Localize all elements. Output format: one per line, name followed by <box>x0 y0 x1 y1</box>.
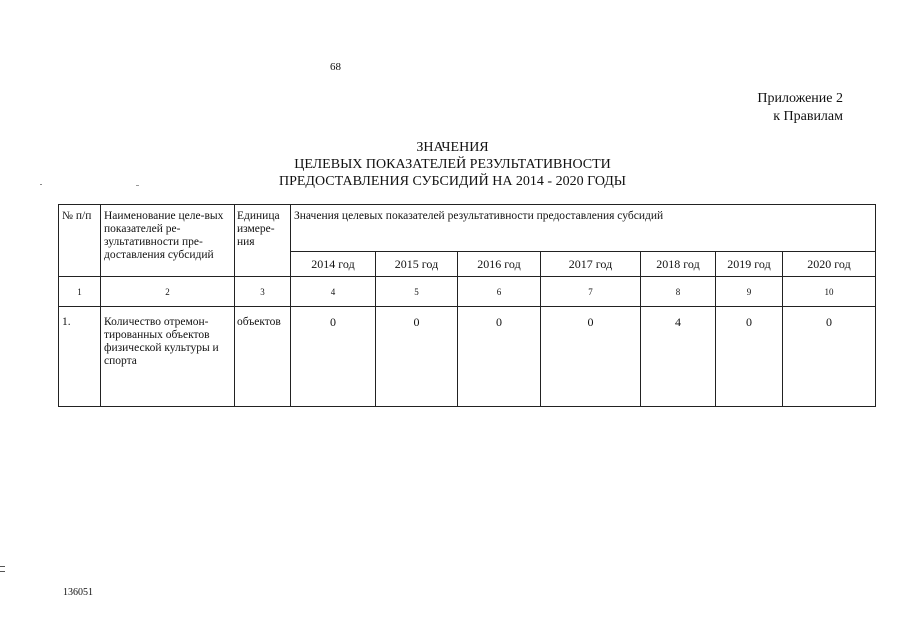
column-number-7: 7 <box>588 287 593 297</box>
document-code: 136051 <box>63 587 93 598</box>
row-number: 1. <box>62 316 71 328</box>
header-year-2020: 2020 год <box>807 257 851 271</box>
row-value-2015: 0 <box>413 315 420 329</box>
header-year-2014: 2014 год <box>311 257 355 271</box>
column-number-8: 8 <box>675 287 681 297</box>
header-year-2017: 2017 год <box>568 257 613 271</box>
header-unit: Единица измере-ния <box>237 210 280 248</box>
header-year-2015: 2015 год <box>394 257 439 271</box>
header-year-2018: 2018 год <box>656 257 700 271</box>
title-line-1: ЗНАЧЕНИЯ <box>416 140 489 155</box>
appendix-line-2: к Правилам <box>773 109 843 124</box>
column-number-3: 3 <box>260 287 265 297</box>
row-value-2014: 0 <box>330 315 336 329</box>
header-year-2016: 2016 год <box>477 257 521 271</box>
row-unit: объектов <box>237 316 281 328</box>
column-number-6: 6 <box>496 287 502 297</box>
header-indicator: Наименование целе-вых показателей ре-зультативности пре-доставления субсидий <box>104 210 224 261</box>
column-number-9: 9 <box>746 287 752 297</box>
column-number-10: 10 <box>824 287 834 297</box>
header-year-2019: 2019 год <box>727 257 771 271</box>
row-value-2018: 4 <box>675 315 681 329</box>
row-value-2016: 0 <box>496 315 502 329</box>
header-number: № п/п <box>62 210 92 222</box>
row-value-2020: 0 <box>826 315 832 329</box>
column-number-5: 5 <box>414 287 419 297</box>
title-line-2: ЦЕЛЕВЫХ ПОКАЗАТЕЛЕЙ РЕЗУЛЬТАТИВНОСТИ <box>294 157 611 172</box>
row-indicator: Количество отремон-тированных объектов физической культуры и спорта <box>104 316 219 367</box>
column-number-4: 4 <box>330 287 336 297</box>
row-value-2019: 0 <box>746 315 752 329</box>
title-line-3: ПРЕДОСТАВЛЕНИЯ СУБСИДИЙ НА 2014 - 2020 ГОДЫ <box>278 174 627 189</box>
header-values-group: Значения целевых показателей результативности предоставления субсидий <box>294 210 664 222</box>
column-number-1: 1 <box>77 287 82 297</box>
column-number-2: 2 <box>165 287 170 297</box>
row-value-2017: 0 <box>587 315 594 329</box>
margin-mark <box>0 566 5 572</box>
page-number: 68 <box>330 61 341 73</box>
appendix-line-1: Приложение 2 <box>757 91 843 106</box>
